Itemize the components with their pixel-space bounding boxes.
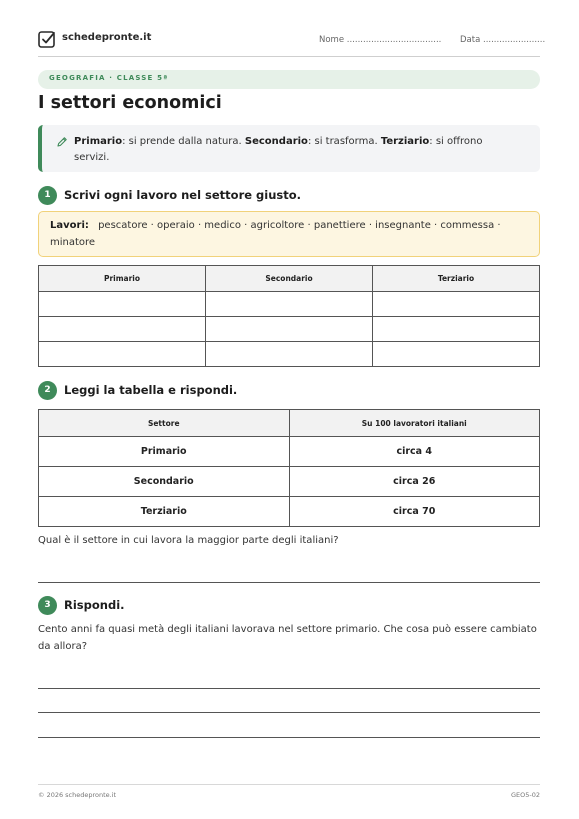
word-bank	[38, 211, 540, 257]
date-label: Data	[460, 35, 481, 45]
checkbox-logo-icon	[38, 30, 56, 48]
answer-cell[interactable]	[206, 317, 373, 342]
page-title: I settori economici	[38, 93, 222, 113]
table-row	[39, 497, 540, 527]
worksheet-code: GEO5-02	[510, 791, 540, 799]
table-row	[39, 342, 540, 367]
sector-cell: Terziario	[39, 497, 290, 527]
answer-cell[interactable]	[39, 317, 206, 342]
answer-cell[interactable]	[39, 292, 206, 317]
section-1-number: 1	[38, 186, 57, 205]
terziario-definition: : si offrono servizi.	[74, 136, 483, 163]
table-header-row	[39, 410, 540, 437]
answer-line[interactable]	[38, 688, 540, 689]
date-field[interactable]	[460, 35, 545, 45]
subject-badge	[38, 70, 540, 89]
word-bank-label: Lavori:	[50, 220, 89, 231]
definition-box	[38, 125, 540, 172]
table-header-row	[39, 266, 540, 292]
column-header-secondario: Secondario	[206, 266, 373, 292]
copyright: © 2026 schedepronte.it	[38, 791, 117, 799]
page-header	[38, 30, 546, 57]
pencil-icon	[56, 136, 68, 148]
word-bank-list: pescatore · operaio · medico · agricoltore · panettiere · insegnante · commessa · minatore	[50, 220, 501, 248]
table-row	[39, 317, 540, 342]
sector-cell: Secondario	[39, 467, 290, 497]
table-row	[39, 467, 540, 497]
answer-cell[interactable]	[373, 317, 540, 342]
table-row	[39, 437, 540, 467]
section-3-number: 3	[38, 596, 57, 615]
subject-badge-text: GEOGRAFIA · CLASSE 5ª	[49, 74, 169, 82]
sorting-table	[38, 265, 540, 367]
value-cell: circa 70	[289, 497, 540, 527]
terziario-term: Terziario	[380, 136, 430, 147]
definition-text	[74, 134, 514, 166]
section-2-question: Qual è il settore in cui lavora la maggior parte degli italiani?	[38, 535, 339, 546]
secondario-definition: : si trasforma.	[307, 136, 381, 147]
workers-table	[38, 409, 540, 527]
name-dots: ...................................	[346, 35, 442, 45]
secondario-term: Secondario	[244, 136, 308, 147]
name-field[interactable]	[319, 35, 441, 45]
primario-definition: : si prende dalla natura.	[122, 136, 245, 147]
section-2-label: Leggi la tabella e rispondi.	[64, 383, 238, 397]
answer-cell[interactable]	[373, 292, 540, 317]
answer-cell[interactable]	[373, 342, 540, 367]
answer-line[interactable]	[38, 582, 540, 583]
column-header-workers: Su 100 lavoratori italiani	[289, 410, 540, 437]
answer-cell[interactable]	[206, 342, 373, 367]
answer-cell[interactable]	[39, 342, 206, 367]
sector-cell: Primario	[39, 437, 290, 467]
table-row	[39, 292, 540, 317]
column-header-terziario: Terziario	[373, 266, 540, 292]
column-header-primario: Primario	[39, 266, 206, 292]
section-1-label: Scrivi ogni lavoro nel settore giusto.	[64, 188, 302, 202]
value-cell: circa 26	[289, 467, 540, 497]
column-header-sector: Settore	[39, 410, 290, 437]
value-cell: circa 4	[289, 437, 540, 467]
primario-term: Primario	[74, 136, 123, 147]
date-dots: .......................	[483, 35, 546, 45]
page-footer	[38, 784, 540, 799]
section-2-number: 2	[38, 381, 57, 400]
answer-line[interactable]	[38, 737, 540, 738]
word-bank-text	[50, 218, 530, 251]
worksheet-page	[38, 0, 546, 819]
answer-line[interactable]	[38, 712, 540, 713]
section-3-question: Cento anni fa quasi metà degli italiani lavorava nel settore primario. Che cosa può essere cambiato da allora?	[38, 624, 537, 652]
answer-cell[interactable]	[206, 292, 373, 317]
name-label: Nome	[319, 35, 345, 45]
site-name: schedepronte.it	[62, 32, 152, 43]
section-3-label: Rispondi.	[64, 598, 125, 612]
